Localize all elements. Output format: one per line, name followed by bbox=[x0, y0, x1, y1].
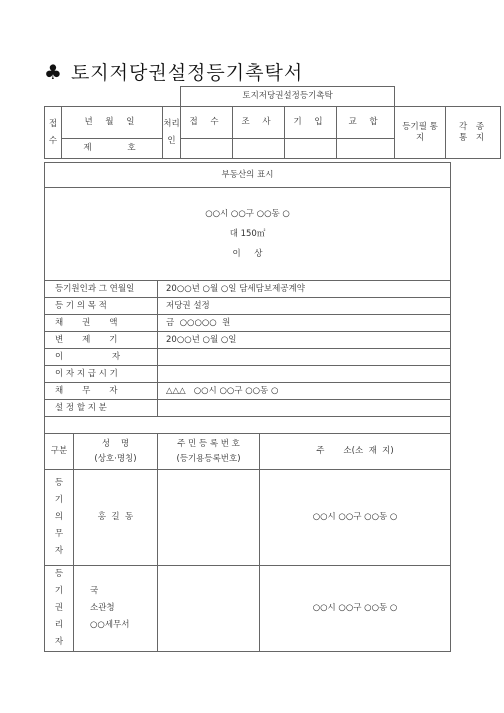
receipt-label: 접수 bbox=[45, 107, 62, 159]
step-review: 조 사 bbox=[233, 107, 285, 139]
property-end: 이 상 bbox=[232, 249, 263, 259]
parties-name-sub: (상호·명칭) bbox=[94, 453, 137, 464]
field-label-due: 변 제 기 bbox=[45, 332, 158, 349]
field-value-interest bbox=[158, 349, 451, 366]
club-icon: ♣ bbox=[44, 60, 63, 84]
field-label-purpose: 등 기 의 목 적 bbox=[45, 298, 158, 315]
parties-name-title: 성 명 bbox=[101, 438, 130, 449]
field-label-claim: 채 권 액 bbox=[45, 315, 158, 332]
field-value-debtor: △△△ ○○시 ○○구 ○○동 ○ bbox=[158, 383, 451, 400]
document-title bbox=[44, 58, 303, 85]
property-address: ○○시 ○○구 ○○동 ○ bbox=[205, 209, 290, 219]
receipt-table bbox=[44, 86, 501, 159]
parties-id-title: 주 민 등 록 번 호 bbox=[177, 438, 240, 449]
registry-notice-label: 등기필 통 지 bbox=[395, 107, 446, 159]
party-type-right-holder: 등기권리자 bbox=[45, 566, 74, 652]
party-address-right-holder: ○○시 ○○구 ○○동 ○ bbox=[260, 566, 451, 652]
field-value-cause: 20○○년 ○월 ○일 담세담보제공계약 bbox=[158, 281, 451, 298]
property-heading: 부동산의 표시 bbox=[45, 163, 451, 188]
property-description bbox=[45, 188, 451, 281]
parties-id-header bbox=[158, 434, 260, 470]
field-value-claim: 금 ○○○○○ 원 bbox=[158, 315, 451, 332]
party-name-line-1: 국 bbox=[90, 586, 99, 596]
field-label-interest: 이 자 bbox=[45, 349, 158, 366]
parties-type-header: 구분 bbox=[45, 434, 74, 470]
party-id-right-holder bbox=[158, 566, 260, 652]
field-label-debtor: 채 무 자 bbox=[45, 383, 158, 400]
application-table bbox=[44, 162, 451, 652]
parties-id-sub: (등기용등록번호) bbox=[176, 453, 241, 464]
party-name-right-holder bbox=[74, 566, 158, 652]
field-label-interest-time: 이 자 지 급 시 기 bbox=[45, 366, 158, 383]
party-type-obligor: 등기의무자 bbox=[45, 470, 74, 566]
field-label-cause: 등기원인과 그 연월일 bbox=[45, 281, 158, 298]
step-review-box bbox=[233, 139, 285, 159]
date-label: 년 월 일 bbox=[62, 107, 163, 139]
step-entry-box bbox=[285, 139, 337, 159]
step-entry: 기 입 bbox=[285, 107, 337, 139]
field-value-due: 20○○년 ○월 ○일 bbox=[158, 332, 451, 349]
party-id-obligor bbox=[158, 470, 260, 566]
party-name-obligor: 홍 길 동 bbox=[74, 470, 158, 566]
property-area: 대 150㎡ bbox=[229, 229, 266, 239]
field-label-share: 설 정 할 지 분 bbox=[45, 400, 158, 417]
step-check-box bbox=[337, 139, 395, 159]
party-address-obligor: ○○시 ○○구 ○○동 ○ bbox=[260, 470, 451, 566]
caption-cell: 토지저당권설정등기촉탁 bbox=[181, 87, 395, 107]
field-value-interest-time bbox=[158, 366, 451, 383]
processor-label: 처리인 bbox=[163, 107, 181, 159]
parties-address-header: 주 소(소 재 지) bbox=[260, 434, 451, 470]
field-value-share bbox=[158, 400, 451, 417]
notices-label: 각 종 통 지 bbox=[446, 107, 501, 159]
step-check: 교 합 bbox=[337, 107, 395, 139]
step-receipt-box bbox=[181, 139, 233, 159]
party-name-line-2: 소관청 bbox=[90, 603, 115, 613]
document-title-text: 토지저당권설정등기촉탁서 bbox=[70, 62, 304, 84]
party-name-line-3: ○○세무서 bbox=[90, 620, 130, 630]
number-label: 제 호 bbox=[62, 139, 163, 159]
step-receipt: 접 수 bbox=[181, 107, 233, 139]
field-value-purpose: 저당권 설정 bbox=[158, 298, 451, 315]
spacer-row bbox=[45, 417, 451, 434]
parties-name-header bbox=[74, 434, 158, 470]
